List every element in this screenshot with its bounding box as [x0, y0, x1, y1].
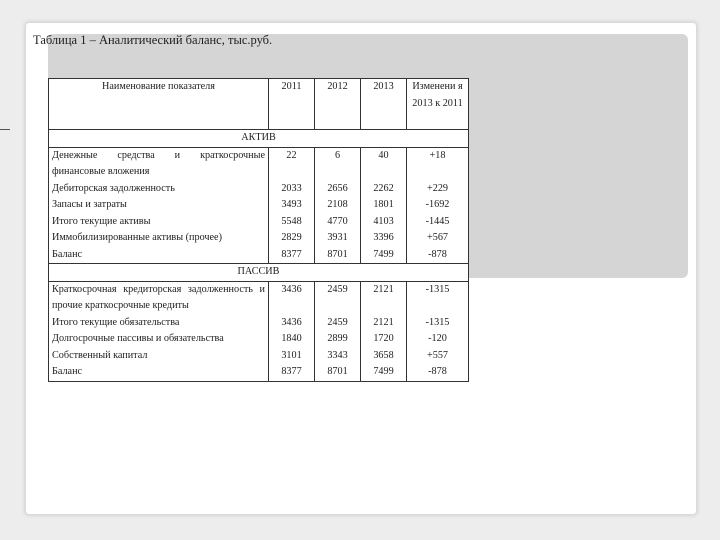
row-name: Дебиторская задолженность	[49, 181, 269, 198]
row-name: Иммобилизированные активы (прочее)	[49, 230, 269, 247]
value-2012: 2459	[315, 315, 361, 332]
value-2013: 4103	[361, 214, 407, 231]
value-2012: 8701	[315, 247, 361, 264]
value-change: +567	[407, 230, 469, 247]
table-row	[49, 181, 469, 198]
balance-table	[48, 78, 469, 382]
table-row	[49, 230, 469, 247]
value-2012: 2459	[315, 281, 361, 315]
value-2013: 7499	[361, 364, 407, 381]
row-name: Краткосрочная кредиторская задолженность и прочие краткосрочные кредиты	[49, 281, 269, 315]
side-margin-mark	[0, 129, 10, 130]
value-change: -1315	[407, 315, 469, 332]
row-name: Долгосрочные пассивы и обязательства	[49, 331, 269, 348]
value-2013: 2262	[361, 181, 407, 198]
value-2011: 22	[269, 147, 315, 181]
table-row	[49, 364, 469, 381]
value-2011: 8377	[269, 247, 315, 264]
value-2011: 2829	[269, 230, 315, 247]
value-2011: 8377	[269, 364, 315, 381]
row-name: Баланс	[49, 364, 269, 381]
table-row	[49, 197, 469, 214]
table-row	[49, 247, 469, 264]
value-2012: 4770	[315, 214, 361, 231]
value-2013: 2121	[361, 315, 407, 332]
value-2011: 2033	[269, 181, 315, 198]
value-2011: 3493	[269, 197, 315, 214]
row-name: Итого текущие обязательства	[49, 315, 269, 332]
value-2012: 3931	[315, 230, 361, 247]
row-name: Денежные средства и краткосрочные финансовые вложения	[49, 147, 269, 181]
header-2011: 2011	[269, 79, 315, 130]
header-2013: 2013	[361, 79, 407, 130]
table-row	[49, 281, 469, 315]
value-change: -1445	[407, 214, 469, 231]
value-2011: 3101	[269, 348, 315, 365]
header-change: Изменени я 2013 к 2011	[407, 79, 469, 130]
value-2012: 3343	[315, 348, 361, 365]
table-row	[49, 214, 469, 231]
value-change: +557	[407, 348, 469, 365]
header-indicator: Наименование показателя	[49, 79, 269, 130]
section-title: АКТИВ	[49, 130, 469, 148]
section-row	[49, 264, 469, 282]
value-change: -878	[407, 364, 469, 381]
row-name: Собственный капитал	[49, 348, 269, 365]
table-row	[49, 348, 469, 365]
section-row	[49, 130, 469, 148]
value-2012: 2108	[315, 197, 361, 214]
value-change: -120	[407, 331, 469, 348]
table-row	[49, 331, 469, 348]
value-change: +229	[407, 181, 469, 198]
table-caption: Таблица 1 – Аналитический баланс, тыс.руб.	[33, 33, 273, 47]
value-2012: 2656	[315, 181, 361, 198]
value-2012: 8701	[315, 364, 361, 381]
table-row	[49, 147, 469, 181]
value-change: +18	[407, 147, 469, 181]
value-change: -1692	[407, 197, 469, 214]
value-2013: 1720	[361, 331, 407, 348]
table-row	[49, 315, 469, 332]
section-title: ПАССИВ	[49, 264, 469, 282]
value-change: -878	[407, 247, 469, 264]
value-2013: 7499	[361, 247, 407, 264]
value-2011: 1840	[269, 331, 315, 348]
value-2013: 40	[361, 147, 407, 181]
value-2011: 5548	[269, 214, 315, 231]
value-2013: 1801	[361, 197, 407, 214]
header-2012: 2012	[315, 79, 361, 130]
row-name: Итого текущие активы	[49, 214, 269, 231]
value-2013: 2121	[361, 281, 407, 315]
table-header-row	[49, 79, 469, 130]
row-name: Баланс	[49, 247, 269, 264]
value-2013: 3658	[361, 348, 407, 365]
value-2011: 3436	[269, 281, 315, 315]
value-2013: 3396	[361, 230, 407, 247]
row-name: Запасы и затраты	[49, 197, 269, 214]
value-2012: 6	[315, 147, 361, 181]
value-2012: 2899	[315, 331, 361, 348]
value-2011: 3436	[269, 315, 315, 332]
value-change: -1315	[407, 281, 469, 315]
